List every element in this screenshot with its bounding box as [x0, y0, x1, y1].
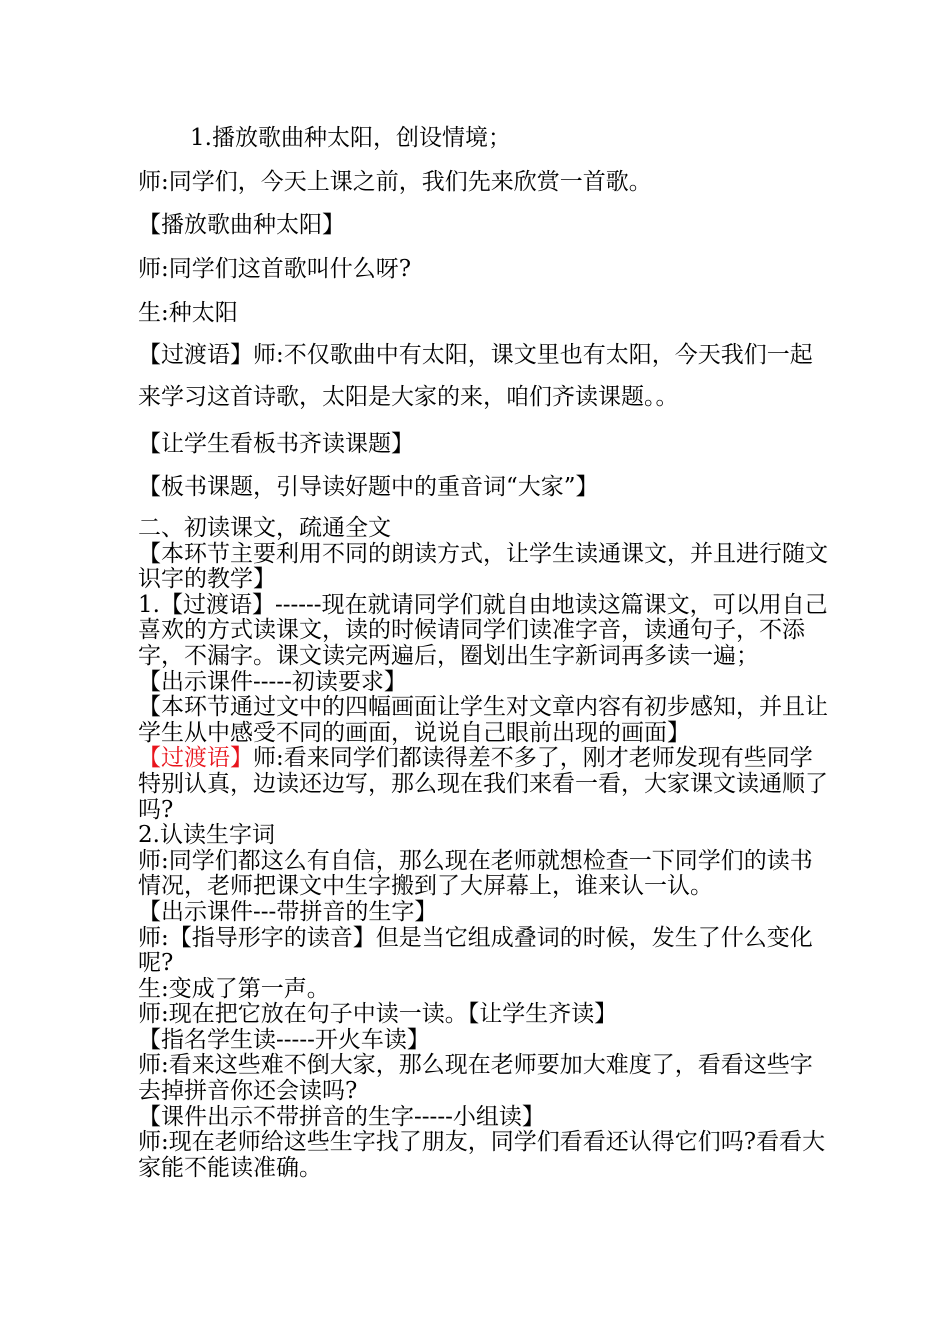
paragraph-4: 【本环节通过文中的四幅画面让学生对文章内容有初步感知，并且让学生从中感受不同的画面，说说自己眼前出现的画面】: [138, 694, 828, 746]
paragraph-8: 【出示课件---带拼音的生字】: [138, 898, 438, 925]
paragraph-11: 师:现在把它放在句子中读一读。【让学生齐读】: [138, 1001, 618, 1028]
section-two: [138, 516, 828, 1181]
intro-paragraph-6: 【过渡语】师:不仅歌曲中有太阳，课文里也有太阳，今天我们一起来学习这首诗歌，太阳是大家的来，咱们齐读课题。。: [138, 342, 813, 410]
intro-line-5: 生:种太阳: [138, 300, 238, 326]
intro-line-7: 【让学生看板书齐读课题】: [138, 431, 414, 457]
paragraph-13: 师:看来这些难不倒大家，那么现在老师要加大难度了，看看这些字去掉拼音你还会读吗?: [138, 1052, 813, 1105]
paragraph-15: 师:现在老师给这些生字找了朋友，同学们看看还认得它们吗?看看大家能不能读准确。: [138, 1129, 826, 1181]
intro-line-1: 1.播放歌曲种太阳，创设情境；: [190, 125, 511, 151]
intro-line-4: 师:同学们这首歌叫什么呀?: [138, 256, 412, 282]
intro-line-8: 【板书课题，引导读好题中的重音词“大家”】: [138, 474, 599, 500]
paragraph-14: 【课件出示不带拼音的生字-----小组读】: [138, 1103, 545, 1130]
paragraph-2: 1.【过渡语】------现在就请同学们就自由地读这篇课文，可以用自己喜欢的方式读课文，读的时候请同学们读准字音，读通句子，不添字，不漏字。课文读完两遍后，圈划出生字新词再多读一遍；: [138, 591, 828, 669]
paragraph-5: [138, 746, 828, 823]
paragraph-9: 师:【指导形字的读音】但是当它组成叠词的时候，发生了什么变化呢?: [138, 924, 813, 977]
intro-line-2: 师:同学们，今天上课之前，我们先来欣赏一首歌。: [138, 169, 652, 195]
intro-line-3: 【播放歌曲种太阳】: [138, 212, 345, 238]
paragraph-5-text: 师:看来同学们都读得差不多了，刚才老师发现有些同学特别认真，边读还边写，那么现在我们来看一看，大家课文读通顺了吗?: [138, 745, 828, 823]
paragraph-6: 2.认读生字词: [138, 822, 275, 849]
transition-label-highlight: 【过渡语】: [138, 745, 253, 772]
paragraph-1: 【本环节主要利用不同的朗读方式，让学生读通课文，并且进行随文识字的教学】: [138, 540, 828, 593]
section-heading: 二、初读课文，疏通全文: [138, 515, 391, 541]
paragraph-10: 生:变成了第一声。: [138, 975, 330, 1002]
paragraph-7: 师:同学们都这么有自信，那么现在老师就想检查一下同学们的读书情况，老师把课文中生字搬到了大屏幕上，谁来认一认。: [138, 847, 813, 900]
paragraph-12: 【指名学生读-----开火车读】: [138, 1026, 430, 1053]
paragraph-3: 【出示课件-----初读要求】: [138, 668, 407, 695]
